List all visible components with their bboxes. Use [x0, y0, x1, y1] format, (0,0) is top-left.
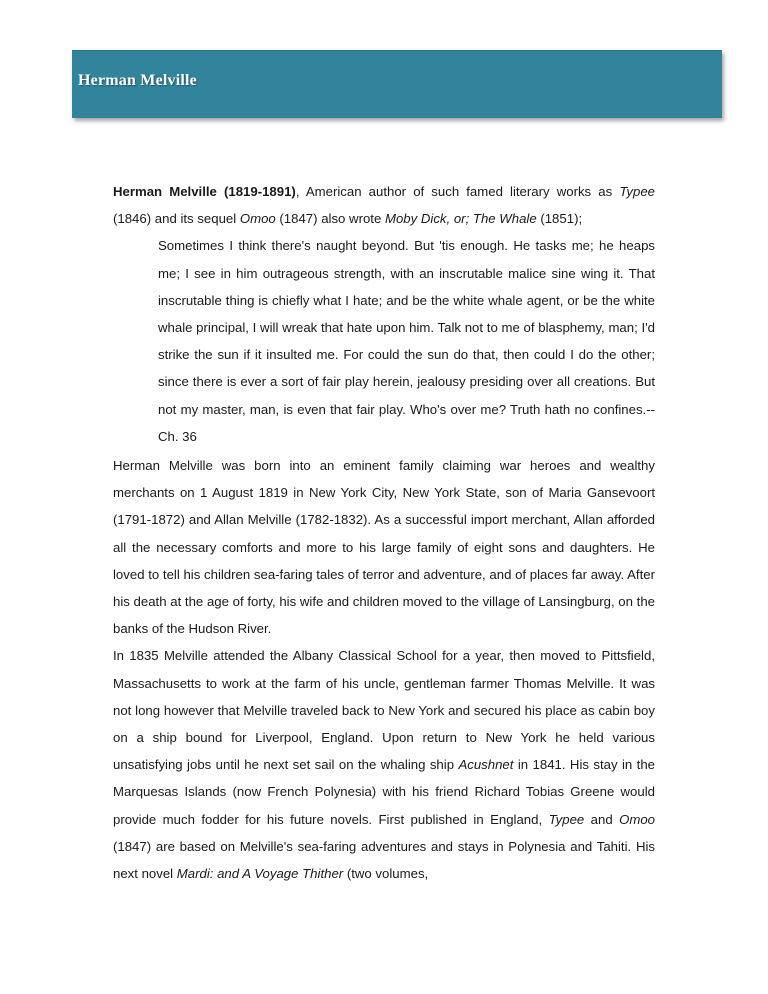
title-omoo: Omoo: [239, 211, 276, 227]
author-name-dates: Herman Melville (1819-1891): [113, 184, 296, 199]
intro-paragraph: Herman Melville (1819-1891), American author of such famed literary works as Typee (1846) and its sequel Omoo (1847) also wrote Moby Dick, or; The Whale (1851);: [113, 184, 655, 227]
title-omoo-2: Omoo: [619, 811, 655, 827]
title-moby-dick: Moby Dick, or; The Whale: [384, 211, 537, 227]
ship-acushnet: Acushnet: [458, 757, 514, 773]
block-quote: Sometimes I think there's naught beyond. But 'tis enough. He tasks me; he heaps me; I see in him outrageous strength, with an inscrutable malice sine wing it. That inscrutable thing is chiefly what I hate; and be the white whale agent, or be the white whale principal, I will wreak that hate upon him. Talk not to me of blasphemy, man; I'd strike the sun if it insulted me. For could the sun do that, then could I do the other; since there is ever a sort of fair play herein, jealousy presiding over all creations. But not my master, man, is even that fair play. Who's over me? Truth hath no confines.--Ch. 36: [158, 238, 655, 444]
page-title: Herman Melville: [78, 72, 197, 89]
title-mardi: Mardi: and A Voyage Thither: [176, 866, 344, 882]
document-body: [113, 178, 655, 887]
biography-paragraph-2: In 1835 Melville attended the Albany Classical School for a year, then moved to Pittsfield, Massachusetts to work at the farm of his uncle, gentleman farmer Thomas Melville. It was not long however that Melville traveled back to New York and secured his place as cabin boy on a ship bound for Liverpool, England. Upon return to New York he held various unsatisfying jobs until he next set sail on the whaling ship Acushnet in 1841. His stay in the Marquesas Islands (now French Polynesia) with his friend Richard Tobias Greene would provide much fodder for his future novels. First published in England, Typee and Omoo (1847) are based on Melville's sea-faring adventures and stays in Polynesia and Tahiti. His next novel Mardi: and A Voyage Thither (two volumes,: [113, 648, 655, 882]
biography-paragraph-1: Herman Melville was born into an eminent family claiming war heroes and wealthy merchants on 1 August 1819 in New York City, New York State, son of Maria Gansevoort (1791-1872) and Allan Melville (1782-1832). As a successful import merchant, Allan afforded all the necessary comforts and more to his large family of eight sons and daughters. He loved to tell his children sea-faring tales of terror and adventure, and of places far away. After his death at the age of forty, his wife and children moved to the village of Lansingburg, on the banks of the Hudson River.: [113, 458, 655, 637]
title-banner: [72, 50, 722, 118]
title-typee: Typee: [619, 184, 655, 199]
title-typee-2: Typee: [548, 811, 585, 827]
